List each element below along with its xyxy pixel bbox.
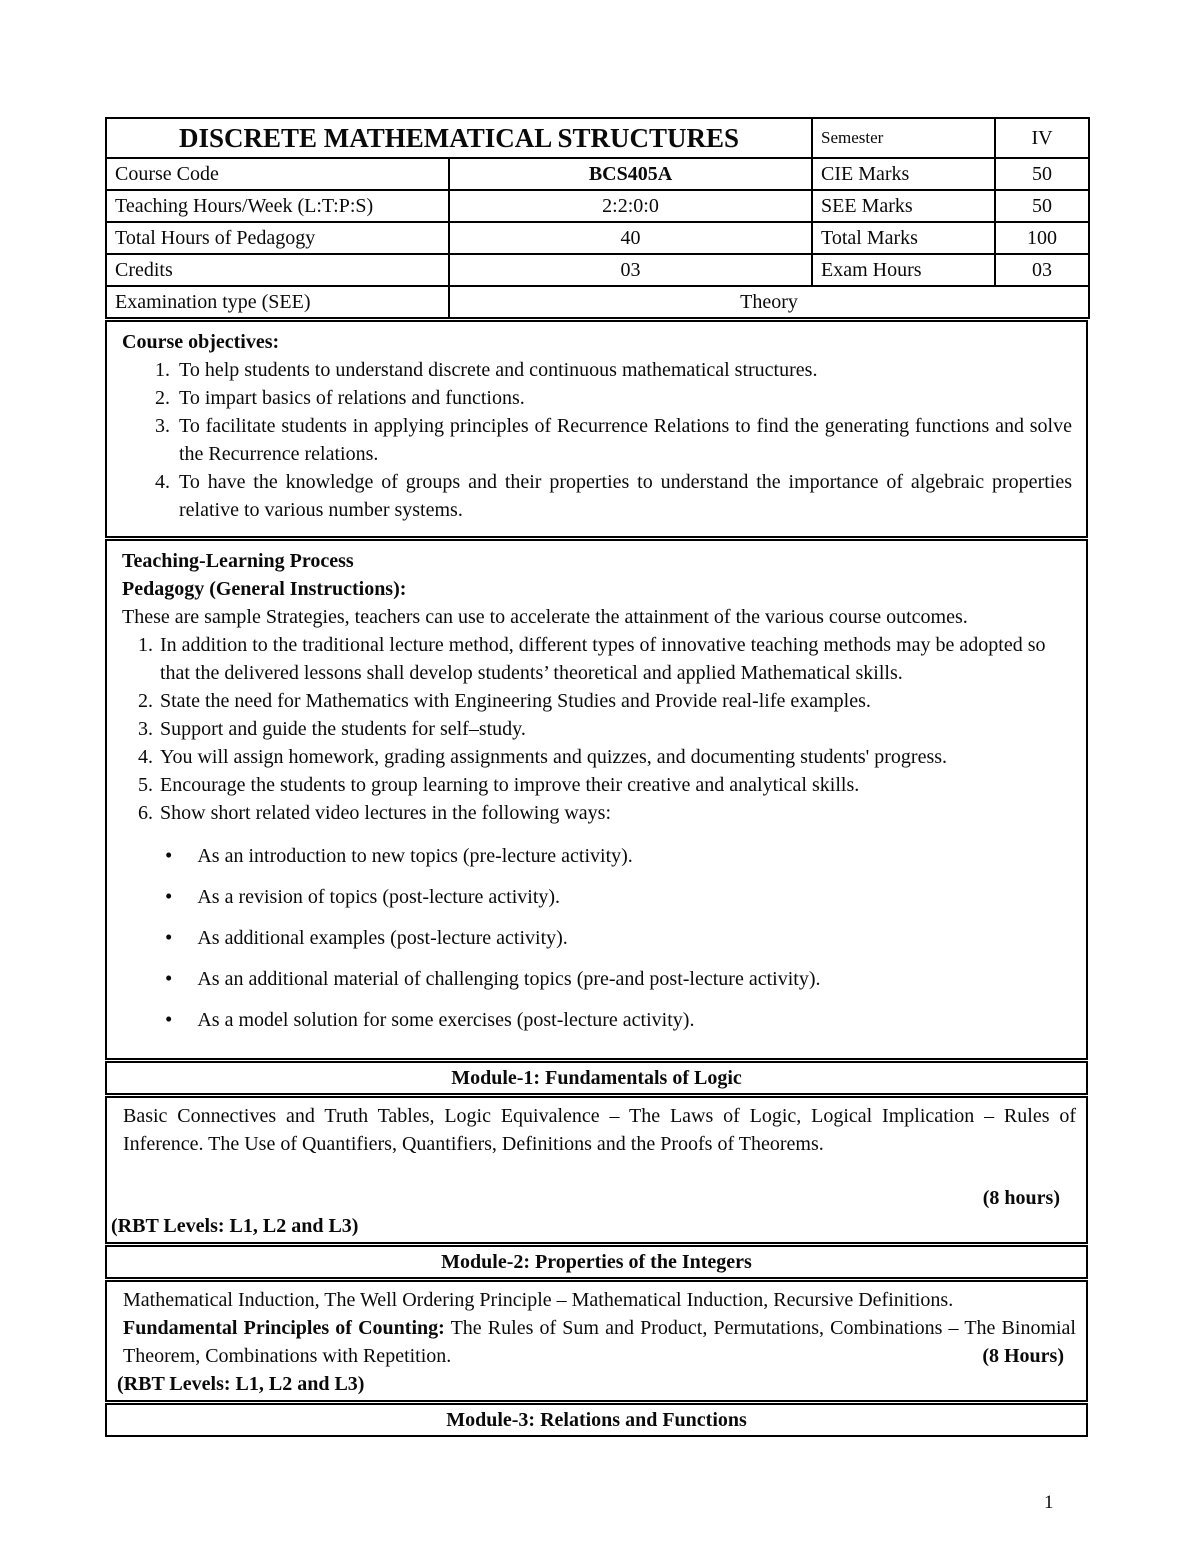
exam-hours-label: Exam Hours (812, 254, 995, 286)
strategy-item: 3. Support and guide the students for self–study. (158, 715, 1072, 743)
module-1-header: Module-1: Fundamentals of Logic (105, 1061, 1088, 1095)
see-marks-label: SEE Marks (812, 190, 995, 222)
pedagogy-strategy-list (122, 631, 1072, 827)
video-usage-bullet-list (122, 841, 1072, 1034)
credits-label: Credits (106, 254, 449, 286)
course-code-label: Course Code (106, 158, 449, 190)
module-1-text: Basic Connectives and Truth Tables, Logic Equivalence – The Laws of Logic, Logical Implication – Rules of Inference. The Use of Quantifiers, Quantifiers, Definitions and the Proofs of Theorems. (123, 1105, 1076, 1155)
semester-value: IV (995, 118, 1089, 158)
exam-type-label: Examination type (SEE) (106, 286, 449, 318)
pedagogy-intro-text: These are sample Strategies, teachers can use to accelerate the attainment of the various course outcomes. (122, 606, 968, 628)
pedagogy-heading: Pedagogy (General Instructions): (122, 578, 407, 600)
strategy-item: 4. You will assign homework, grading assignments and quizzes, and documenting students' progress. (158, 743, 1072, 771)
module-2-hours: (8 Hours) (982, 1345, 1064, 1367)
table-row (106, 222, 1089, 254)
course-title: DISCRETE MATHEMATICAL STRUCTURES (106, 118, 812, 158)
objective-item: 4. To have the knowledge of groups and their properties to understand the importance of algebraic properties relative to various number systems. (175, 468, 1072, 524)
objective-item: 2. To impart basics of relations and functions. (175, 384, 1072, 412)
syllabus-document (105, 117, 1088, 1437)
module-2-bold-lead: Fundamental Principles of Counting: (123, 1317, 445, 1339)
bullet-item: • As a revision of topics (post-lecture activity). (165, 882, 1072, 911)
module-2-text: Mathematical Induction, The Well Ordering Principle – Mathematical Induction, Recursive Definitions. (123, 1289, 954, 1311)
strategy-item: 6. Show short related video lectures in the following ways: (158, 799, 1072, 827)
strategy-item: 1. In addition to the traditional lecture method, different types of innovative teaching methods may be adopted so that the delivered lessons shall develop students’ theoretical and applied Mathematical skills. (158, 631, 1072, 687)
cie-marks-value: 50 (995, 158, 1089, 190)
module-1-content (105, 1096, 1088, 1244)
module-2-counting-paragraph (123, 1314, 1076, 1370)
total-marks-value: 100 (995, 222, 1089, 254)
total-marks-label: Total Marks (812, 222, 995, 254)
semester-label: Semester (812, 118, 995, 158)
table-row (106, 254, 1089, 286)
table-row (106, 118, 1089, 158)
course-objectives-list (122, 356, 1072, 524)
module-1-hours: (8 hours) (982, 1187, 1060, 1209)
page-number: 1 (1044, 1492, 1054, 1513)
module-2-header: Module-2: Properties of the Integers (105, 1245, 1088, 1279)
teaching-hours-label: Teaching Hours/Week (L:T:P:S) (106, 190, 449, 222)
module-1-rbt-levels: (RBT Levels: L1, L2 and L3) (111, 1215, 359, 1237)
table-row (106, 158, 1089, 190)
bullet-item: • As an additional material of challenging topics (pre-and post-lecture activity). (165, 964, 1072, 993)
exam-hours-value: 03 (995, 254, 1089, 286)
bullet-item: • As an introduction to new topics (pre-lecture activity). (165, 841, 1072, 870)
cie-marks-label: CIE Marks (812, 158, 995, 190)
bullet-item: • As a model solution for some exercises (post-lecture activity). (165, 1005, 1072, 1034)
module-2-counting-text: The Rules of Sum and Product, Permutations, Combinations – The Binomial Theorem, Combinations with Repetition. (123, 1317, 1076, 1367)
strategy-item: 2. State the need for Mathematics with Engineering Studies and Provide real-life examples. (158, 687, 1072, 715)
exam-type-value: Theory (449, 286, 1089, 318)
table-row (106, 190, 1089, 222)
pedagogy-hours-value: 40 (449, 222, 812, 254)
table-row (106, 286, 1089, 318)
objective-item: 1. To help students to understand discrete and continuous mathematical structures. (175, 356, 1072, 384)
teaching-learning-section (105, 539, 1088, 1060)
module-3-header: Module-3: Relations and Functions (105, 1403, 1088, 1437)
credits-value: 03 (449, 254, 812, 286)
see-marks-value: 50 (995, 190, 1089, 222)
pedagogy-hours-label: Total Hours of Pedagogy (106, 222, 449, 254)
course-code-value: BCS405A (449, 158, 812, 190)
module-2-rbt-levels: (RBT Levels: L1, L2 and L3) (117, 1373, 365, 1395)
course-info-table (105, 117, 1090, 319)
module-2-content (105, 1280, 1088, 1402)
bullet-item: • As additional examples (post-lecture activity). (165, 923, 1072, 952)
course-objectives-heading: Course objectives: (122, 331, 280, 353)
strategy-item: 5. Encourage the students to group learning to improve their creative and analytical skills. (158, 771, 1072, 799)
teaching-hours-value: 2:2:0:0 (449, 190, 812, 222)
course-objectives-section (105, 320, 1088, 538)
teaching-learning-heading: Teaching-Learning Process (122, 550, 354, 572)
objective-item: 3. To facilitate students in applying principles of Recurrence Relations to find the generating functions and solve the Recurrence relations. (175, 412, 1072, 468)
